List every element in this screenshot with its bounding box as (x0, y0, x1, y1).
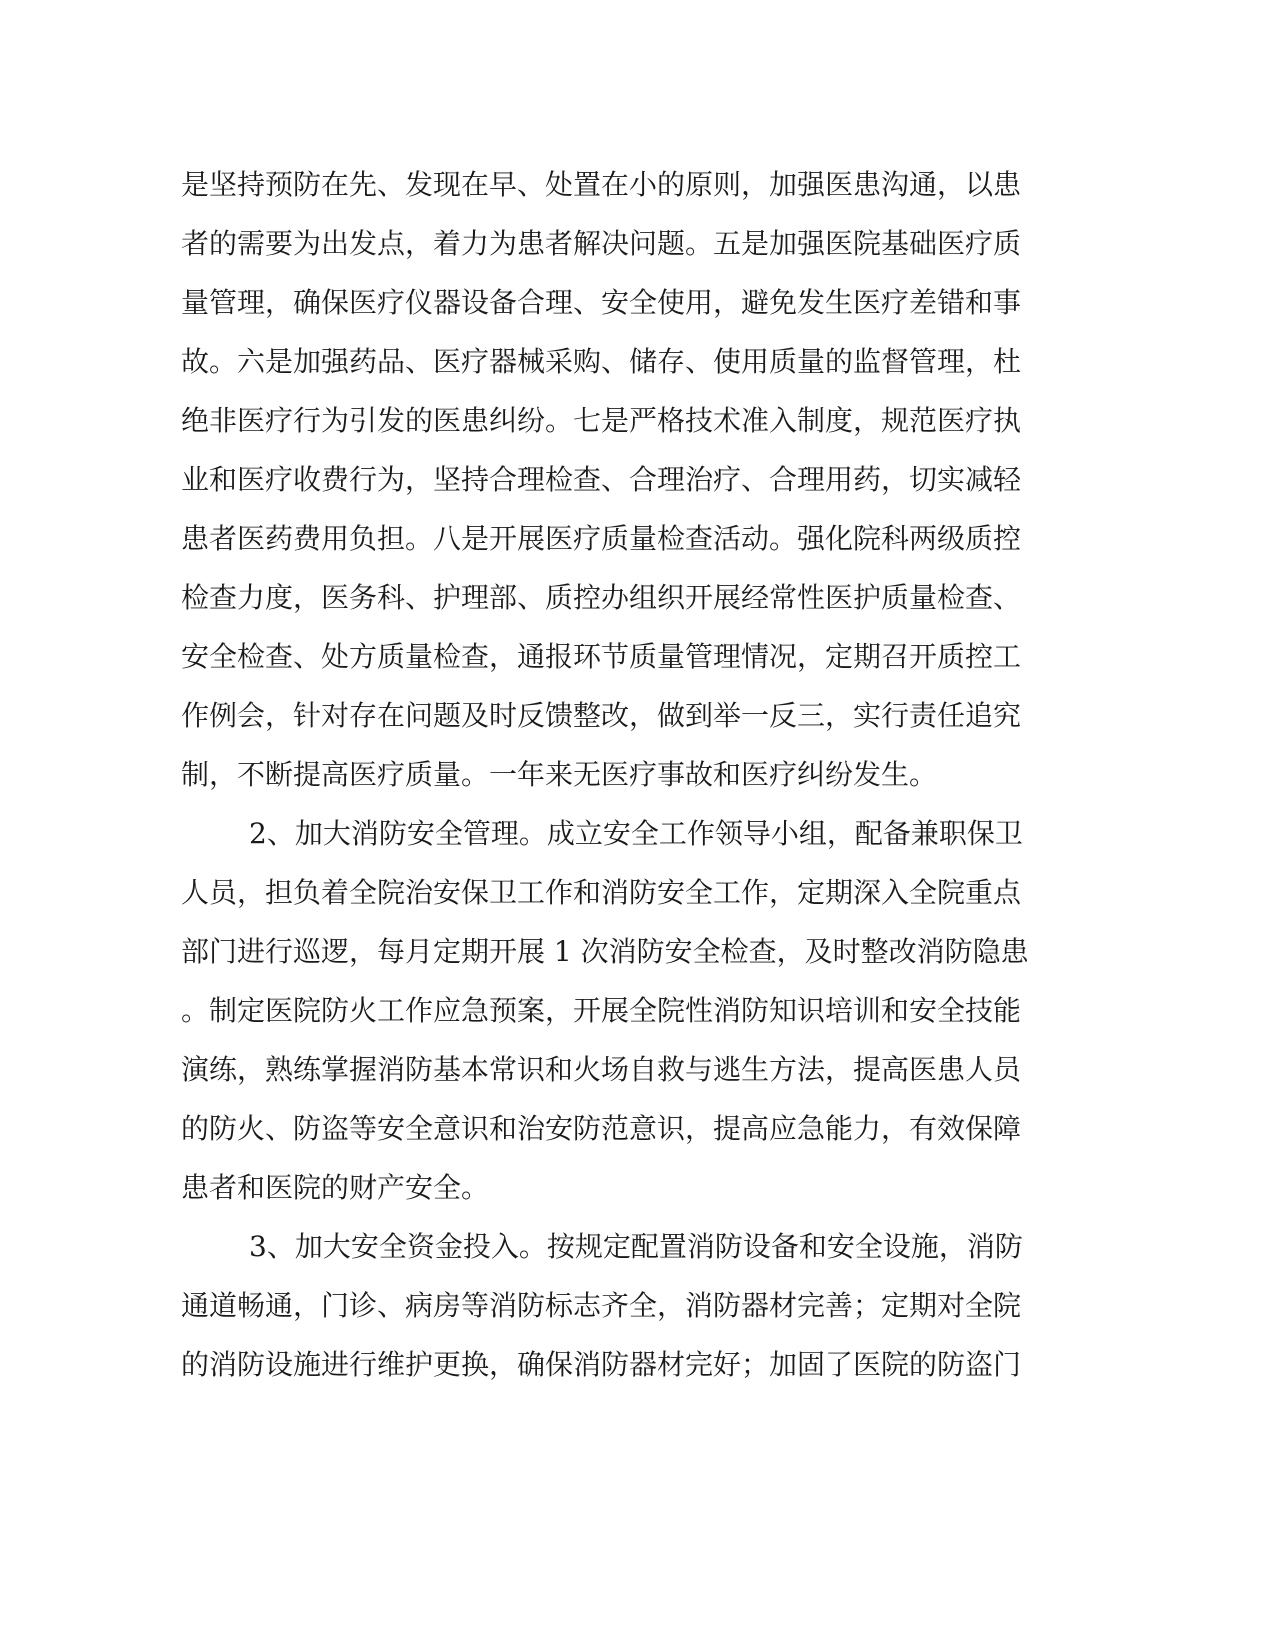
body-line: 业和医疗收费行为，坚持合理检查、合理治疗、合理用药，切实减轻 (181, 463, 1022, 496)
body-line: 者的需要为出发点，着力为患者解决问题。五是加强医院基础医疗质 (181, 227, 1022, 260)
body-line: 绝非医疗行为引发的医患纠纷。七是严格技术准入制度，规范医疗执 (181, 404, 1022, 437)
body-line: 人员，担负着全院治安保卫工作和消防安全工作，定期深入全院重点 (181, 876, 1022, 909)
body-line: 量管理，确保医疗仪器设备合理、安全使用，避免发生医疗差错和事 (181, 286, 1022, 319)
body-line: 患者医药费用负担。八是开展医疗质量检查活动。强化院科两级质控 (181, 522, 1022, 555)
paragraph-end-line: 制，不断提高医疗质量。一年来无医疗事故和医疗纠纷发生。 (181, 758, 938, 791)
body-line: 的防火、防盗等安全意识和治安防范意识，提高应急能力，有效保障 (181, 1112, 1022, 1145)
body-line: 作例会，针对存在问题及时反馈整改，做到举一反三，实行责任追究 (181, 699, 1022, 732)
body-line: 安全检查、处方质量检查，通报环节质量管理情况，定期召开质控工 (181, 640, 1022, 673)
body-line: 通道畅通，门诊、病房等消防标志齐全，消防器材完善；定期对全院 (181, 1289, 1022, 1322)
document-body (181, 155, 1029, 1394)
body-line: 是坚持预防在先、发现在早、处置在小的原则，加强医患沟通，以患 (181, 168, 1022, 201)
section-heading-line: 3、加大安全资金投入。按规定配置消防设备和安全设施，消防 (249, 1230, 1023, 1263)
body-line: 故。六是加强药品、医疗器械采购、储存、使用质量的监督管理，杜 (181, 345, 1022, 378)
body-line: 检查力度，医务科、护理部、质控办组织开展经常性医护质量检查、 (181, 581, 1022, 614)
body-line: 。制定医院防火工作应急预案，开展全院性消防知识培训和安全技能 (181, 994, 1022, 1027)
paragraph-end-line: 患者和医院的财产安全。 (181, 1171, 490, 1204)
body-line: 演练，熟练掌握消防基本常识和火场自救与逃生方法，提高医患人员 (181, 1053, 1022, 1086)
body-line: 的消防设施进行维护更换，确保消防器材完好；加固了医院的防盗门 (181, 1348, 1022, 1381)
section-heading-line: 2、加大消防安全管理。成立安全工作领导小组，配备兼职保卫 (249, 817, 1023, 850)
body-line: 部门进行巡逻，每月定期开展 1 次消防安全检查，及时整改消防隐患 (181, 935, 1029, 968)
